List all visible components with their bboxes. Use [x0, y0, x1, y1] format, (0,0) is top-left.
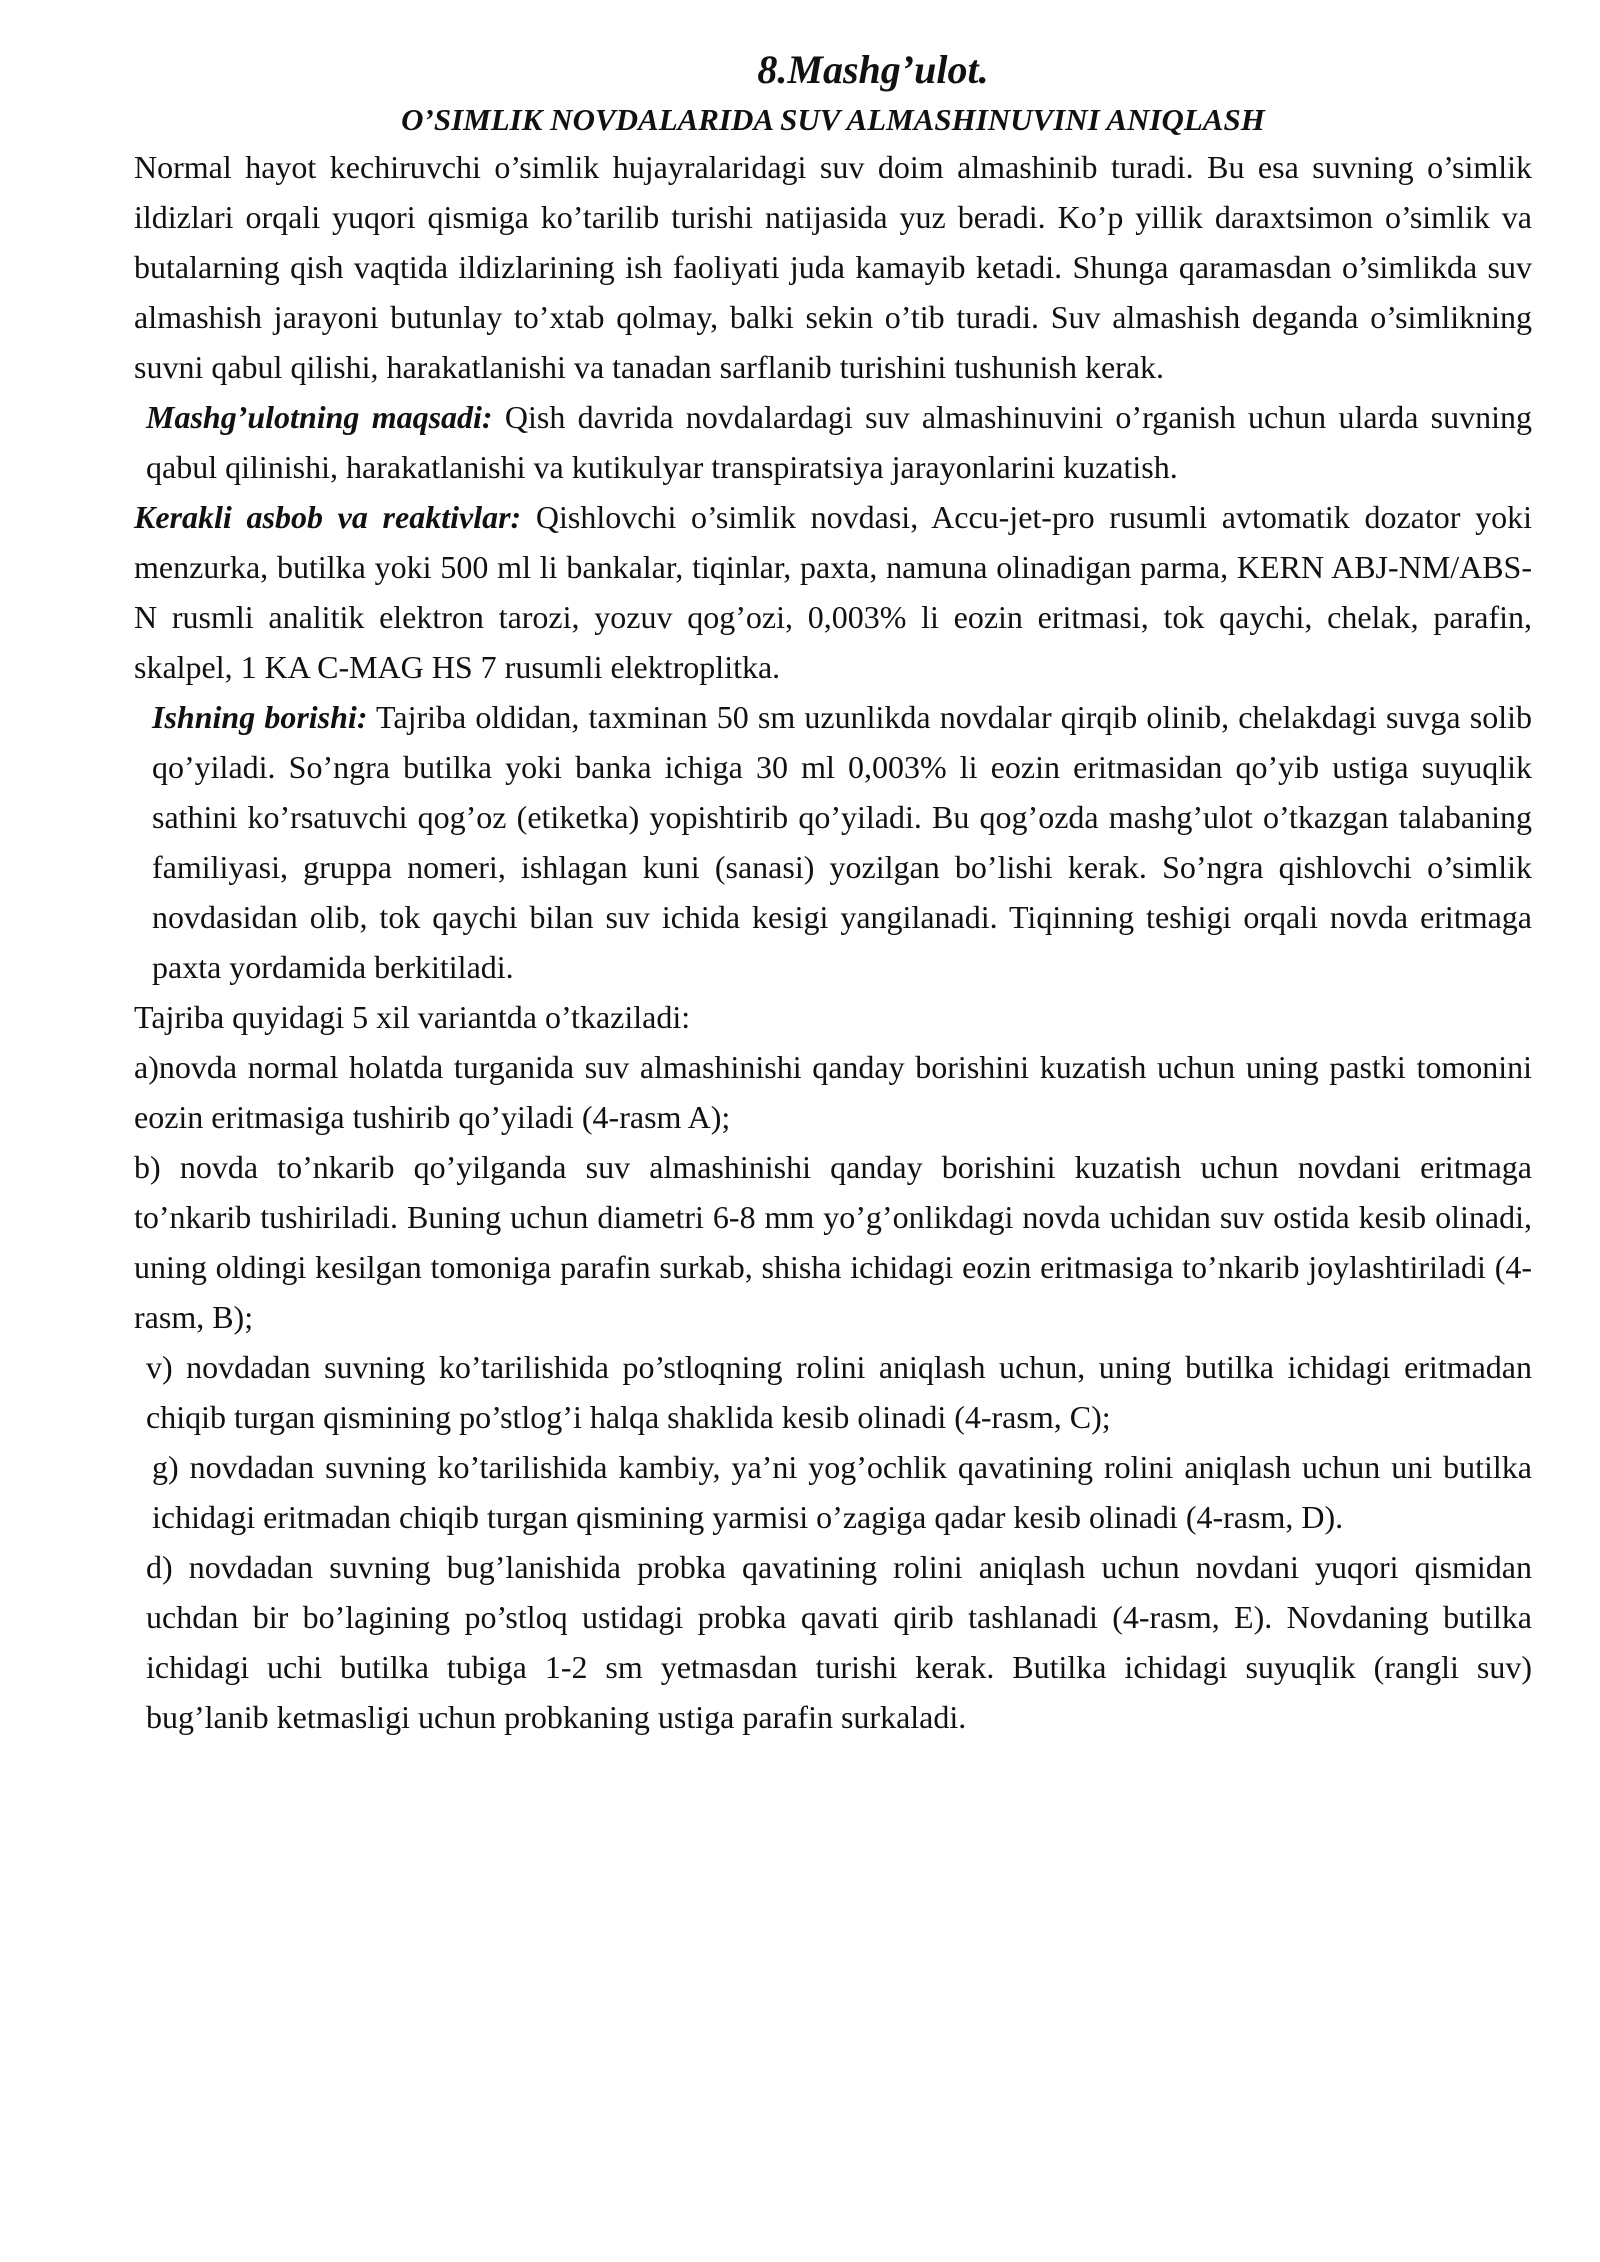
variant-d: d) novdadan suvning bug’lanishida probka qavatining rolini aniqlash uchun novdani yuqori qismidan uchdan bir bo’lagining po’stloq ustidagi probka qavati qirib tashlanadi (4-rasm, E). Novdaning butilka ichidagi uchi butilka tubiga 1-2 sm yetmasdan turishi kerak. Butilka ichidagi suyuqlik (rangli suv) bug’lanib ketmasligi uchun probkaning ustiga parafin surkaladi.: [146, 1549, 1532, 1735]
goal-label: Mashg’ulotning maqsadi:: [146, 399, 493, 435]
materials-label: Kerakli asbob va reaktivlar:: [134, 499, 522, 535]
materials-text: Qishlovchi o’simlik novdasi, Accu-jet-pro rusumli avtomatik dozator yoki menzurka, butilka yoki 500 ml li bankalar, tiqinlar, paxta, namuna olinadigan parma, KERN ABJ-NM/ABS-N rusmli analitik elektron tarozi, yozuv qog’ozi, 0,003% li eozin eritmasi, tok qaychi, chelak, parafin, skalpel, 1 KA C-MAG HS 7 rusumli elektroplitka.: [134, 499, 1532, 685]
variants-intro: Tajriba quyidagi 5 xil variantda o’tkaziladi:: [134, 999, 691, 1035]
procedure-label: Ishning borishi:: [152, 699, 368, 735]
page-title: 8.Mashg’ulot.: [757, 47, 989, 92]
page-subtitle: O’SIMLIK NOVDALARIDA SUV ALMASHINUVINI ANIQLASH: [401, 102, 1265, 137]
procedure-text: Tajriba oldidan, taxminan 50 sm uzunlikda novdalar qirqib olinib, chelakdagi suvga solib qo’yiladi. So’ngra butilka yoki banka ichiga 30 ml 0,003% li eozin eritmasidan qo’yib ustiga suyuqlik sathini ko’rsatuvchi qog’oz (etiketka) yopishtirib qo’yiladi. Bu qog’ozda mashg’ulot o’tkazgan talabaning familiyasi, gruppa nomeri, ishlagan kuni (sanasi) yozilgan bo’lishi kerak. So’ngra qishlovchi o’simlik novdasidan olib, tok qaychi bilan suv ichida kesigi yangilanadi. Tiqinning teshigi orqali novda eritmaga paxta yordamida berkitiladi.: [152, 699, 1533, 985]
variant-a: a)novda normal holatda turganida suv almashinishi qanday borishini kuzatish uchun uning pastki tomonini eozin eritmasiga tushirib qo’yiladi (4-rasm A);: [134, 1049, 1532, 1135]
variant-v: v) novdadan suvning ko’tarilishida po’stloqning rolini aniqlash uchun, uning butilka ichidagi eritmadan chiqib turgan qismining po’stlog’i halqa shaklida kesib olinadi (4-rasm, C);: [146, 1349, 1532, 1435]
document-page: [134, 42, 1532, 1742]
goal-paragraph: [134, 392, 1532, 492]
goal-text: Qish davrida novdalardagi suv almashinuvini o’rganish uchun ularda suvning qabul qilinishi, harakatlanishi va kutikulyar transpiratsiya jarayonlarini kuzatish.: [146, 399, 1533, 485]
variant-g: g) novdadan suvning ko’tarilishida kambiy, ya’ni yog’ochlik qavatining rolini aniqlash uchun uni butilka ichidagi eritmadan chiqib turgan qismining yarmisi o’zagiga qadar kesib olinadi (4-rasm, D).: [152, 1449, 1532, 1535]
materials-paragraph: [134, 492, 1532, 692]
procedure-paragraph: [134, 692, 1532, 992]
intro-paragraph: Normal hayot kechiruvchi o’simlik hujayralaridagi suv doim almashinib turadi. Bu esa suvning o’simlik ildizlari orqali yuqori qismiga ko’tarilib turishi natijasida yuz beradi. Ko’p yillik daraxtsimon o’simlik va butalarning qish vaqtida ildizlarining ish faoliyati juda kamayib ketadi. Shunga qaramasdan o’simlikda suv almashish jarayoni butunlay to’xtab qolmay, balki sekin o’tib turadi. Suv almashish deganda o’simlikning suvni qabul qilishi, harakatlanishi va tanadan sarflanib turishini tushunish kerak.: [134, 149, 1532, 385]
variant-b: b) novda to’nkarib qo’yilganda suv almashinishi qanday borishini kuzatish uchun novdani eritmaga to’nkarib tushiriladi. Buning uchun diametri 6-8 mm yo’g’onlikdagi novda uchidan suv ostida kesib olinadi, uning oldingi kesilgan tomoniga parafin surkab, shisha ichidagi eozin eritmasiga to’nkarib joylashtiriladi (4-rasm, B);: [134, 1149, 1532, 1335]
